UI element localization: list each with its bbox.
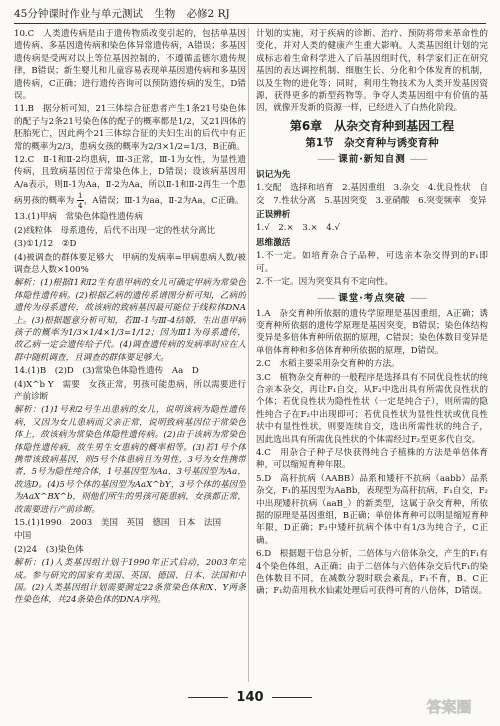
label-knowledge: 识记为先 — [256, 169, 291, 180]
left-column — [14, 28, 246, 682]
answer-15-1b: 中国 — [14, 531, 32, 542]
answer-10: 10.C 人类遗传病是由于遗传物质改变引起的，包括单基因遗传病、多基因遗传病和染色体异常遗传病，A错误；多基因遗传病是受两对以上等位基因控制的，不遵循孟德尔遗传规律，B错误；新生婴儿和儿童容易表现单基因遗传病和多基因遗传病，C正确；进行遗传咨询可以预防遗传病的发生，D错误。 — [14, 29, 246, 102]
answer-15-1: 15.(1)1990 2003 美国 英国 德国 日本 法国 — [14, 518, 222, 529]
book-title: 45分钟课时作业与单元测试 — [14, 8, 143, 20]
subject-label: 生物 — [154, 8, 176, 20]
answer-15-2: (2)24 (3)染色体 — [14, 544, 84, 555]
right-column — [256, 28, 488, 682]
class-answer-2: 2.C 水稻主要采用杂交育种的方法。 — [256, 359, 400, 370]
section-title: 第1节 杂交育种与诱变育种 — [305, 136, 439, 149]
analysis-15: 解析：(1)人类基因组计划于1990年正式启动，2003年完成。参与研究的国家有美国、英国、德国、日本、法国和中国。(2)人类基因组计划需要测定22条常染色体和X、Y两条性染色体，共24条染色体的DNA序列。 — [14, 558, 246, 606]
answer-13-3: (3)①1/12 ②D — [14, 239, 77, 250]
answer-13-4: (4)被调查的群体要足够大 甲病的发病率=甲病患病人数/被调查总人数×100% — [14, 252, 246, 275]
class-answer-5: 5.D 高秆抗病（AABB）品系和矮秆不抗病（aabb）品系杂交，F₁的基因型为AaBb，表现型为高秆抗病，F₁自交，F₂中出现矮秆抗病（aaB_）的新类型，这属于杂交育种，所依据的原理是基因重组，B正确；单倍体育种可以明显缩短育种年限，D正确；F₂中矮秆抗病个体中有1/3为纯合子，C正确。 — [256, 473, 488, 546]
column-divider — [248, 28, 249, 682]
think-answer-2: 2.不一定。因为突变具有不定向性。 — [256, 277, 394, 288]
svg-text:答案圈: 答案圈 — [426, 698, 472, 716]
answer-13-2: (2)线粒体 母系遗传，后代不出现一定的性状分离比 — [14, 225, 216, 236]
volume-label: 必修2 RJ — [186, 8, 230, 20]
answer-14-1: 14.(1)B (2)D (3)常染色体隐性遗传 Aa D — [14, 366, 199, 377]
think-answer-1: 1.不一定。如培育杂合子品种，可选亲本杂交得到的F₁即可。 — [256, 251, 488, 274]
judge-answers: 1.√ 2.× 3.× 4.√ — [256, 223, 340, 234]
fraction-1-4: $\frac{1}{4}$ — [77, 191, 83, 211]
answer-12: 12.C Ⅱ-1和Ⅱ-2均患病，Ⅲ-3正常，Ⅲ-1为女性，为显性遗传病，且致病基因位于常染色体上，D错误；设该病基因用A/a表示，则Ⅱ-1为Aa，Ⅱ-2为Aa，所以Ⅱ-1和Ⅱ-2再生一个患病男孩的概率为 $\frac{1}{4}$ ，A错误；Ⅲ-1为aa，Ⅱ-2为Aa，C正确。 — [14, 155, 246, 211]
analysis-13: 解析：(1)根据Ⅰ1和Ⅰ2生有患甲病的女儿可确定甲病为常染色体隐性遗传病。(2)根据乙病的遗传系谱图分析可知，乙病的遗传为母系遗传，故该病的致病基因最可能位于线粒体DNA上。(3)根据题意分析可知，若Ⅲ-1与Ⅲ-4结婚，生出患甲病孩子的概率为1/3×1/4×1/3=1/12；因为Ⅲ1为母系遗传，故乙病一定会遗传给子代。(4)调查遗传病的发病率时应在人群中随机调查，且调查的群体要足够大。 — [14, 278, 246, 363]
chapter-title: 第6章 从杂交育种到基因工程 — [289, 118, 455, 133]
watermark-logo — [406, 692, 492, 722]
label-judge: 正误辨析 — [256, 210, 291, 221]
analysis-14: 解析：(1)1号和2号生出患病的女儿，说明该病为隐性遗传病，又因为女儿患病而父亲正常，说明致病基因位于常染色体上，故该病为常染色体隐性遗传病。(2)由于该病为常染色体隐性遗传病，故生男生女患病的概率相等。(3)若1号个体携带该致病基因，则5号个体患病且为男性，3号为女性携带者，5号为隐性纯合体，1号基因型为Aa，3号基因型为Aa，故选D。(4)5号个体的基因型为AaX^bY，3号个体的基因型为AaX^BX^b，则他们所生的男孩可能患病，女孩都正常，故需要进行产前诊断。 — [14, 405, 246, 515]
answer-13-1: 13.(1)甲病 常染色体隐性遗传病 — [14, 212, 143, 223]
class-answer-3: 3.C 植物杂交育种的一般程序是选择具有不同优良性状的纯合亲本杂交，再让F₁自交，从F₂中选出具有所需优良性状的个体；若优良性状为隐性性状（一定是纯合子），则所需的隐性纯合子在F₂中出现即可；若优良性状为显性性状或优良性状中有显性性状，则要连续自交，选出所需性状的纯合子，因此选出具有所需优良性状的个体需经过F₂至更多代自交。 — [256, 372, 488, 445]
band-pre-class: —— 课前·新知自测 —— — [256, 153, 488, 166]
answer-12-text: 12.C Ⅱ-1和Ⅱ-2均患病，Ⅲ-3正常，Ⅲ-1为女性，为显性遗传病，且致病基因位于常染色体上，D错误；设该病基因用A/a表示，则Ⅱ-1为Aa，Ⅱ-2为Aa，所以Ⅱ-1和Ⅱ-2再生一个患病男孩的概率为 — [14, 155, 246, 207]
label-think: 思维激活 — [256, 237, 291, 248]
class-answer-4: 4.C 用杂合子种子尽快获得纯合子植株的方法是单倍体育种，可以缩短育种年限。 — [256, 447, 488, 471]
page-number: 140 — [0, 690, 500, 705]
class-answer-1: 1.A 杂交育种所依据的遗传学原理是基因重组，A正确；诱变育种所依据的遗传学原理是基因突变，B错误；染色体结构变异是多倍体育种所依据的原理，C错误；染色体数目变异是单倍体育种和多倍体育种所依据的原理，D错误。 — [256, 308, 488, 356]
page-header — [14, 5, 486, 24]
knowledge-answers: 1.交配 选择和培育 2.基因重组 3.杂交 4.优良性状 自交 7.性状分离 5.基因突变 3.亚硝酸 6.突变频率 变异 — [256, 183, 488, 206]
continued-analysis: 计划的实施，对于疾病的诊断、治疗、预防将带来革命性的变化，并对人类的健康产生重大影响。人类基因组计划的完成标志着生命科学进入了后基因组时代，科学家们正在研究基因的表达调控机制、细胞生长、分化和个体发育的机制，以及生物的进化等；同时，利用生物技术为人类开发基因资源，获得更多的新型药物等。争夺人类基因组中有价值的基因，就像开发新的资源一样，已经进入了白热化阶段。 — [256, 29, 488, 114]
band-in-class: —— 课堂·考点突破 —— — [256, 292, 488, 305]
class-answer-6: 6.D 根据题干信息分析，二倍体与六倍体杂交，产生的F₁有4个染色体组，A正确；由于二倍体与六倍体杂交后代F₁的染色体数目不同，在减数分裂时联会紊乱，F₁不育，B、C正确；F₁幼苗用秋水仙素处理后可获得可育的八倍体，D错误。 — [256, 549, 488, 597]
answer-11: 11.B 据分析可知，21三体综合征患者产生1条21号染色体的配子与2条21号染色体的配子的概率都是1/2，又21四体的胚胎死亡，因此两个21三体综合征的夫妇生出的后代中有正常的概率为2/3，患病女孩的概率为2/3×1/2=1/3，B正确。 — [14, 104, 246, 152]
answer-14-2: (4)X^b Y 需要 女孩正常，男孩可能患病，所以需要进行产前诊断 — [14, 379, 246, 402]
